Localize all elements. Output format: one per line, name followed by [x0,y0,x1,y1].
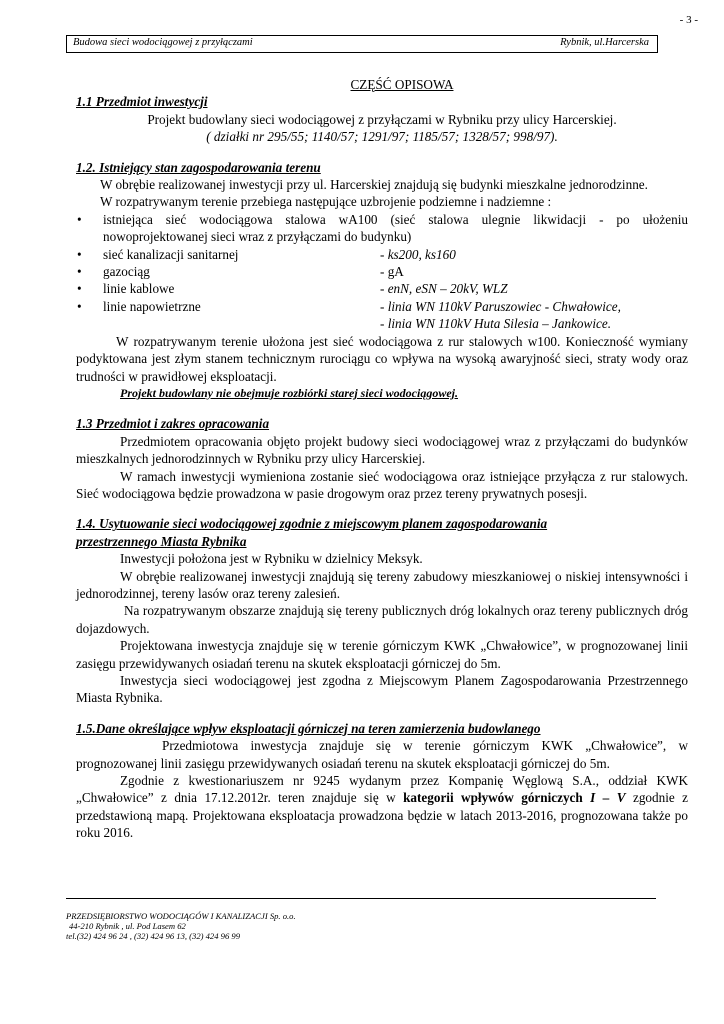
footer-company-name: PRZEDSIĘBIORSTWO WODOCIĄGÓW I KANALIZACJI Sp. o.o. [66,911,296,921]
note-demolition: Projekt budowlany nie obejmuje rozbiórki starej sieci wodociągowej. [120,385,458,400]
company-footer [66,898,656,941]
list-item-label: linie kablowe [103,281,175,297]
running-header [66,35,658,53]
paragraph: Przedmiotem opracowania objęto projekt budowy sieci wodociągowej wraz z przyłączami do budynków mieszkalnych jednorodzinnych w Rybniku przy ulicy Harcerskiej. [76,433,688,467]
header-project-title: Budowa sieci wodociągowej z przyłączami [73,37,253,48]
bullet-icon: • [77,211,82,227]
heading-1-3: 1.3 Przedmiot i zakres opracowania [76,416,270,432]
paragraph: Projektowana inwestycja znajduje się w terenie górniczym KWK „Chwałowice”, w prognozowanej linii zasięgu przewidywanych osiadań terenu na skutek eksploatacji górniczej do 5m. [76,638,688,671]
bullet-icon: • [77,281,82,297]
page-number: - 3 - [679,14,698,26]
text-run-bold: kategorii wpływów górniczych [403,790,591,806]
list-item [76,246,688,263]
paragraph-parcels: ( działki nr 295/55; 1140/57; 1291/97; 1185/57; 1328/57; 998/97). [206,129,558,145]
list-item-label: linie napowietrzne [103,298,201,314]
paragraph-mining-category [76,772,688,842]
heading-1-1: 1.1 Przedmiot inwestycji [76,94,208,110]
list-item-label: sieć kanalizacji sanitarnej [103,246,239,262]
list-item [76,211,688,246]
bullet-icon: • [77,298,82,314]
paragraph: Inwestycji położona jest w Rybniku w dzielnicy Meksyk. [120,551,423,567]
list-item-value: - ks200, ks160 [380,246,456,262]
list-item-value: - enN, eSN – 20kV, WLZ [380,281,508,297]
paragraph: W rozpatrywanym terenie ułożona jest sieć wodociągowa z rur stalowych w100. Konieczność wymiany podyktowana jest złym stanem technicznym rurociągu co wpływa na wysoką awaryjność sieci, straty wody oraz trudności w prawidłowej eksploatacji. [76,333,688,384]
bullet-icon: • [77,246,82,262]
bullet-icon: • [77,264,82,280]
text-run: Zgodnie z kwestionariuszem nr 9245 wydanym przez Kompanię Węglową S.A., oddział KWK „Chwałowice” z dnia 17.12.2012r. teren znajduje się w [76,773,688,806]
list-item-value-continued: - linia WN 110kV Huta Silesia – Jankowice. [380,316,611,332]
paragraph: W rozpatrywanym terenie przebiega następujące uzbrojenie podziemne i nadziemne : [100,194,552,210]
paragraph: Projekt budowlany sieci wodociągowej z przyłączami w Rybniku przy ulicy Harcerskiej. [147,111,617,127]
paragraph: Na rozpatrywanym obszarze znajdują się tereny publicznych dróg lokalnych oraz tereny publicznych dróg dojazdowych. [76,603,688,636]
paragraph: Inwestycja sieci wodociągowej jest zgodna z Miejscowym Planem Zagospodarowania Przestrzennego Miasta Rybnika. [76,673,688,706]
section-title: CZĘŚĆ OPISOWA [350,77,454,92]
list-item [76,263,688,280]
paragraph: W obrębie realizowanej inwestycji przy ul. Harcerskiej znajdują się budynki mieszkalne jednorodzinne. [100,177,648,193]
text-run: zgodnie z przedstawioną mapą. Projektowana eksploatacja prowadzona będzie w latach 2013-2016, prognozowana także po roku 2016. [76,790,688,841]
heading-1-5: 1.5.Dane określające wpływ eksploatacji górniczej na teren zamierzenia budowlanego [76,720,541,736]
heading-1-4 [76,515,688,550]
paragraph: Przedmiotowa inwestycja znajduje się w terenie górniczym KWK „Chwałowice”, w prognozowanej linii zasięgu przewidywanych osiadań terenu na skutek eksploatacji górniczej do 5m. [76,738,688,771]
list-item-value: - linia WN 110kV Paruszowiec - Chwałowice, [380,298,621,314]
header-location: Rybnik, ul.Harcerska [560,37,649,48]
paragraph: W obrębie realizowanej inwestycji znajdują się tereny zabudowy mieszkaniowej o niskiej intensywności i jednorodzinnej, tereny lasów oraz tereny zalesień. [76,568,688,601]
heading-1-2: 1.2. Istniejący stan zagospodarowania terenu [76,159,321,175]
list-item-label: gazociąg [103,264,150,280]
heading-1-4-line1: 1.4. Usytuowanie sieci wodociągowej zgodnie z miejscowym planem zagospodarowania [76,516,548,532]
list-item-value: - gA [380,264,404,280]
paragraph: W ramach inwestycji wymieniona zostanie sieć wodociągowa oraz istniejące przyłącza z rur stalowych. Sieć wodociągowa będzie prowadzona w pasie drogowym oraz przez tereny prywatnych posesji. [76,468,688,501]
document-body [76,76,688,842]
list-item-text: istniejąca sieć wodociągowa stalowa wA100 (sieć stalowa ulegnie likwidacji - po ułożeniu nowoprojektowanej sieci wraz z przyłączami do budynku) [103,211,688,245]
footer-phones: tel.(32) 424 96 24 , (32) 424 96 13, (32) 424 96 99 [66,931,241,941]
list-item [76,280,688,297]
footer-address: 44-210 Rybnik , ul. Pod Lasem 62 [69,921,186,931]
heading-1-4-line2: przestrzennego Miasta Rybnika [76,533,247,549]
list-item [76,298,688,315]
text-run-bold-italic: I – V [590,790,626,806]
